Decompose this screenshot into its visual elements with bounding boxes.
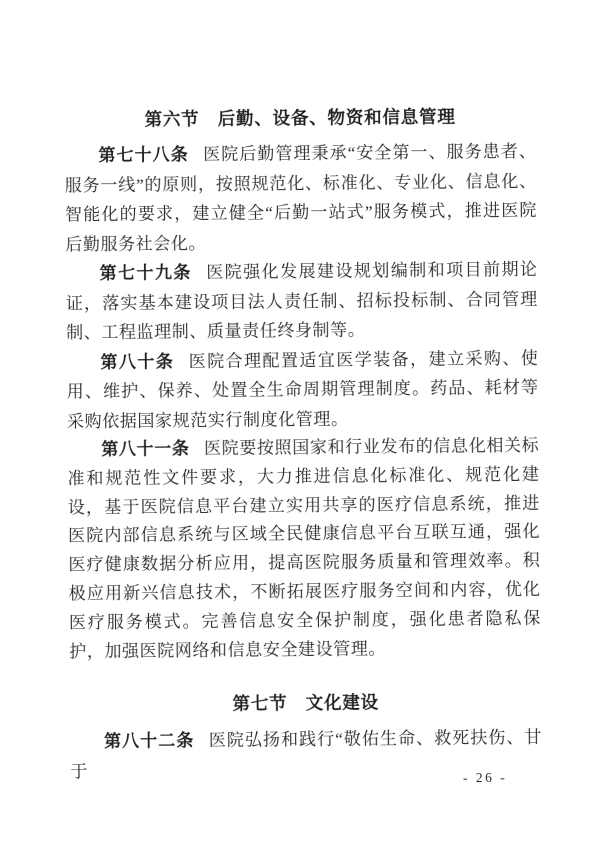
- article-79-number: 第七十九条: [99, 263, 192, 283]
- article-79-text: 医院强化发展建设规划编制和项目前期论证，落实基本建设项目法人责任制、招标投标制、合同管理制、工程监理制、质量责任终身制等。: [65, 259, 538, 343]
- section-7-heading: 第七节 文化建设: [232, 692, 380, 715]
- article-80-text: 医院合理配置适宜医学装备，建立采购、使用、维护、保养、处置全生命周期管理制度。药品、耗材等采购依据国家规范实行制度化管理。: [66, 348, 539, 431]
- article-81-text: 医院要按照国家和行业发布的信息化相关标准和规范性文件要求，大力推进信息化标准化、规范化建设，基于医院信息平台建立实用共享的医疗信息系统，推进医院内部信息系统与区域全民健康信息平台互联互通，强化医疗健康数据分析应用，提高医院服务质量和管理效率。积极应用新兴信息技术，不断拓展医疗服务空间和内容，优化医疗服务模式。完善信息安全保护制度，强化患者隐私保护，加强医院网络和信息安全建设管理。: [67, 435, 542, 661]
- article-82-text: 医院弘扬和践行“敬佑生命、救死扶伤、甘于: [70, 728, 543, 782]
- article-78-text: 医院后勤管理秉承“安全第一、服务患者、服务一线”的原则，按照规范化、标准化、专业化、信息化、智能化的要求，建立健全“后勤一站式”服务模式，推进医院后勤服务社会化。: [64, 141, 538, 254]
- article-80-paragraph: [66, 343, 539, 436]
- article-81-paragraph: [67, 432, 541, 667]
- article-79-paragraph: [65, 255, 538, 348]
- section-6: [64, 104, 541, 667]
- article-82-number: 第八十二条: [104, 731, 195, 752]
- article-81-number: 第八十一条: [101, 439, 190, 459]
- page-content: [64, 104, 542, 787]
- section-6-heading: 第六节 后勤、设备、物资和信息管理: [144, 106, 456, 130]
- article-78-number: 第七十八条: [98, 145, 189, 165]
- page-number: - 26 -: [462, 769, 508, 786]
- article-80-number: 第八十条: [100, 351, 175, 372]
- article-78-paragraph: [64, 137, 537, 260]
